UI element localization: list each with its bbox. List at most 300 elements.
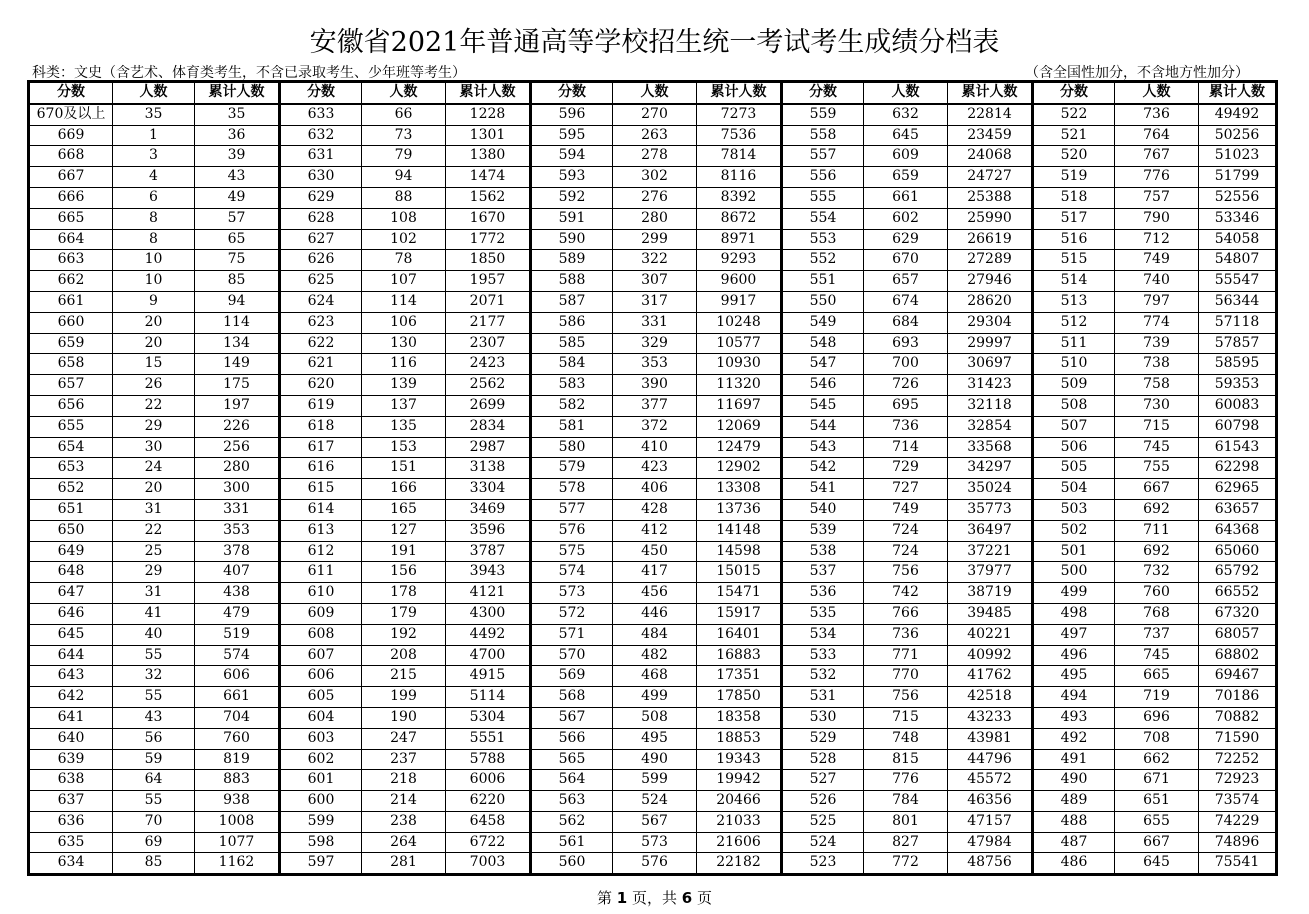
table-cell: 276 xyxy=(613,187,697,208)
table-cell: 770 xyxy=(864,666,948,687)
table-cell: 665 xyxy=(1115,666,1199,687)
table-cell: 25388 xyxy=(948,187,1033,208)
table-cell: 102 xyxy=(362,229,446,250)
table-cell: 651 xyxy=(29,499,113,520)
column-header: 人数 xyxy=(613,82,697,104)
table-row xyxy=(29,624,1277,645)
table-cell: 197 xyxy=(195,395,280,416)
table-cell: 69 xyxy=(113,832,195,853)
table-cell: 736 xyxy=(1115,104,1199,125)
table-cell: 31 xyxy=(113,583,195,604)
table-cell: 557 xyxy=(782,146,864,167)
table-cell: 578 xyxy=(531,479,613,500)
table-cell: 727 xyxy=(864,479,948,500)
table-cell: 642 xyxy=(29,687,113,708)
table-cell: 8971 xyxy=(697,229,782,250)
table-cell: 73 xyxy=(362,125,446,146)
table-cell: 307 xyxy=(613,271,697,292)
table-cell: 53346 xyxy=(1199,208,1277,229)
table-cell: 55547 xyxy=(1199,271,1277,292)
table-cell: 29997 xyxy=(948,333,1033,354)
table-cell: 772 xyxy=(864,853,948,875)
table-cell: 32854 xyxy=(948,416,1033,437)
table-cell: 11697 xyxy=(697,395,782,416)
table-cell: 41 xyxy=(113,603,195,624)
table-cell: 40221 xyxy=(948,624,1033,645)
table-cell: 540 xyxy=(782,499,864,520)
table-cell: 33568 xyxy=(948,437,1033,458)
table-cell: 281 xyxy=(362,853,446,875)
table-cell: 412 xyxy=(613,520,697,541)
table-cell: 497 xyxy=(1033,624,1115,645)
table-cell: 479 xyxy=(195,603,280,624)
table-cell: 583 xyxy=(531,375,613,396)
table-cell: 660 xyxy=(29,312,113,333)
table-cell: 130 xyxy=(362,333,446,354)
score-distribution-table xyxy=(27,80,1278,876)
table-row xyxy=(29,687,1277,708)
page-title: 安徽省2021年普通高等学校招生统一考试考生成绩分档表 xyxy=(309,27,1000,58)
table-cell: 565 xyxy=(531,749,613,770)
table-cell: 5114 xyxy=(446,687,531,708)
table-cell: 549 xyxy=(782,312,864,333)
table-cell: 10248 xyxy=(697,312,782,333)
column-header: 累计人数 xyxy=(697,82,782,104)
column-header: 分数 xyxy=(531,82,613,104)
table-cell: 75541 xyxy=(1199,853,1277,875)
table-cell: 495 xyxy=(613,728,697,749)
table-cell: 607 xyxy=(280,645,362,666)
table-cell: 8672 xyxy=(697,208,782,229)
table-cell: 645 xyxy=(864,125,948,146)
table-cell: 598 xyxy=(280,832,362,853)
table-cell: 8 xyxy=(113,229,195,250)
table-cell: 139 xyxy=(362,375,446,396)
table-cell: 608 xyxy=(280,624,362,645)
table-cell: 643 xyxy=(29,666,113,687)
table-row xyxy=(29,458,1277,479)
table-cell: 2834 xyxy=(446,416,531,437)
bonus-note: （含全国性加分，不含地方性加分） xyxy=(1025,65,1249,81)
table-cell: 609 xyxy=(864,146,948,167)
table-cell: 603 xyxy=(280,728,362,749)
table-cell: 88 xyxy=(362,187,446,208)
table-cell: 16401 xyxy=(697,624,782,645)
table-cell: 22182 xyxy=(697,853,782,875)
table-cell: 68802 xyxy=(1199,645,1277,666)
table-cell: 627 xyxy=(280,229,362,250)
table-cell: 49492 xyxy=(1199,104,1277,125)
table-cell: 638 xyxy=(29,770,113,791)
table-cell: 619 xyxy=(280,395,362,416)
table-cell: 6006 xyxy=(446,770,531,791)
table-cell: 646 xyxy=(29,603,113,624)
column-header: 分数 xyxy=(280,82,362,104)
table-cell: 766 xyxy=(864,603,948,624)
table-cell: 28620 xyxy=(948,291,1033,312)
table-cell: 59353 xyxy=(1199,375,1277,396)
table-cell: 55 xyxy=(113,687,195,708)
table-cell: 594 xyxy=(531,146,613,167)
table-cell: 40 xyxy=(113,624,195,645)
column-header: 累计人数 xyxy=(195,82,280,104)
table-cell: 57118 xyxy=(1199,312,1277,333)
table-cell: 634 xyxy=(29,853,113,875)
table-cell: 47984 xyxy=(948,832,1033,853)
table-row xyxy=(29,541,1277,562)
table-cell: 137 xyxy=(362,395,446,416)
table-cell: 302 xyxy=(613,167,697,188)
table-cell: 661 xyxy=(29,291,113,312)
table-cell: 661 xyxy=(864,187,948,208)
table-cell: 567 xyxy=(613,811,697,832)
table-cell: 353 xyxy=(195,520,280,541)
table-cell: 484 xyxy=(613,624,697,645)
table-cell: 20 xyxy=(113,312,195,333)
table-cell: 247 xyxy=(362,728,446,749)
table-cell: 2071 xyxy=(446,291,531,312)
table-cell: 544 xyxy=(782,416,864,437)
table-cell: 542 xyxy=(782,458,864,479)
table-cell: 489 xyxy=(1033,791,1115,812)
table-cell: 639 xyxy=(29,749,113,770)
table-cell: 645 xyxy=(29,624,113,645)
table-cell: 499 xyxy=(613,687,697,708)
table-cell: 41762 xyxy=(948,666,1033,687)
table-cell: 537 xyxy=(782,562,864,583)
table-cell: 377 xyxy=(613,395,697,416)
table-cell: 7003 xyxy=(446,853,531,875)
table-cell: 66 xyxy=(362,104,446,125)
table-cell: 36 xyxy=(195,125,280,146)
table-cell: 659 xyxy=(864,167,948,188)
table-cell: 756 xyxy=(864,687,948,708)
table-cell: 45572 xyxy=(948,770,1033,791)
table-cell: 665 xyxy=(29,208,113,229)
table-row xyxy=(29,416,1277,437)
table-cell: 26619 xyxy=(948,229,1033,250)
table-cell: 270 xyxy=(613,104,697,125)
table-cell: 729 xyxy=(864,458,948,479)
table-row xyxy=(29,437,1277,458)
table-row xyxy=(29,229,1277,250)
table-cell: 65 xyxy=(195,229,280,250)
table-row xyxy=(29,603,1277,624)
table-cell: 492 xyxy=(1033,728,1115,749)
table-cell: 3 xyxy=(113,146,195,167)
table-cell: 635 xyxy=(29,832,113,853)
table-cell: 51799 xyxy=(1199,167,1277,188)
table-cell: 556 xyxy=(782,167,864,188)
table-cell: 591 xyxy=(531,208,613,229)
table-row xyxy=(29,562,1277,583)
table-cell: 637 xyxy=(29,791,113,812)
table-cell: 1850 xyxy=(446,250,531,271)
table-row xyxy=(29,666,1277,687)
table-cell: 490 xyxy=(1033,770,1115,791)
table-cell: 70186 xyxy=(1199,687,1277,708)
table-cell: 40992 xyxy=(948,645,1033,666)
table-cell: 509 xyxy=(1033,375,1115,396)
table-cell: 506 xyxy=(1033,437,1115,458)
table-cell: 655 xyxy=(1115,811,1199,832)
table-cell: 657 xyxy=(864,271,948,292)
column-header: 分数 xyxy=(29,82,113,104)
table-cell: 3787 xyxy=(446,541,531,562)
table-cell: 73574 xyxy=(1199,791,1277,812)
table-cell: 16883 xyxy=(697,645,782,666)
table-cell: 714 xyxy=(864,437,948,458)
table-cell: 278 xyxy=(613,146,697,167)
table-cell: 609 xyxy=(280,603,362,624)
table-cell: 5788 xyxy=(446,749,531,770)
table-cell: 331 xyxy=(613,312,697,333)
table-row xyxy=(29,250,1277,271)
table-cell: 199 xyxy=(362,687,446,708)
table-cell: 94 xyxy=(362,167,446,188)
table-cell: 1380 xyxy=(446,146,531,167)
table-cell: 3943 xyxy=(446,562,531,583)
table-cell: 550 xyxy=(782,291,864,312)
table-cell: 85 xyxy=(195,271,280,292)
table-cell: 149 xyxy=(195,354,280,375)
category-note: 科类：文史（含艺术、体育类考生，不含已录取考生、少年班等考生） xyxy=(32,65,466,81)
table-cell: 20466 xyxy=(697,791,782,812)
table-cell: 692 xyxy=(1115,499,1199,520)
table-cell: 655 xyxy=(29,416,113,437)
table-cell: 263 xyxy=(613,125,697,146)
table-cell: 329 xyxy=(613,333,697,354)
table-cell: 390 xyxy=(613,375,697,396)
table-cell: 740 xyxy=(1115,271,1199,292)
table-row xyxy=(29,479,1277,500)
table-cell: 8 xyxy=(113,208,195,229)
table-cell: 704 xyxy=(195,707,280,728)
table-cell: 42518 xyxy=(948,687,1033,708)
table-cell: 11320 xyxy=(697,375,782,396)
table-cell: 657 xyxy=(29,375,113,396)
table-cell: 215 xyxy=(362,666,446,687)
table-cell: 55 xyxy=(113,645,195,666)
table-row xyxy=(29,520,1277,541)
table-cell: 280 xyxy=(195,458,280,479)
table-cell: 191 xyxy=(362,541,446,562)
table-cell: 353 xyxy=(613,354,697,375)
table-cell: 597 xyxy=(280,853,362,875)
table-row xyxy=(29,791,1277,812)
table-cell: 14598 xyxy=(697,541,782,562)
table-cell: 620 xyxy=(280,375,362,396)
table-cell: 662 xyxy=(1115,749,1199,770)
column-header: 分数 xyxy=(782,82,864,104)
table-cell: 4121 xyxy=(446,583,531,604)
table-cell: 630 xyxy=(280,167,362,188)
table-cell: 551 xyxy=(782,271,864,292)
table-cell: 54807 xyxy=(1199,250,1277,271)
table-row xyxy=(29,333,1277,354)
table-cell: 67320 xyxy=(1199,603,1277,624)
table-cell: 566 xyxy=(531,728,613,749)
table-cell: 39485 xyxy=(948,603,1033,624)
table-cell: 69467 xyxy=(1199,666,1277,687)
table-cell: 605 xyxy=(280,687,362,708)
table-row xyxy=(29,770,1277,791)
table-row xyxy=(29,749,1277,770)
table-cell: 500 xyxy=(1033,562,1115,583)
table-row xyxy=(29,146,1277,167)
table-body xyxy=(29,104,1277,875)
table-cell: 6458 xyxy=(446,811,531,832)
table-cell: 501 xyxy=(1033,541,1115,562)
table-row xyxy=(29,499,1277,520)
table-cell: 724 xyxy=(864,541,948,562)
table-cell: 625 xyxy=(280,271,362,292)
table-cell: 10577 xyxy=(697,333,782,354)
table-cell: 64368 xyxy=(1199,520,1277,541)
table-cell: 5551 xyxy=(446,728,531,749)
table-cell: 515 xyxy=(1033,250,1115,271)
table-cell: 545 xyxy=(782,395,864,416)
table-cell: 226 xyxy=(195,416,280,437)
table-cell: 756 xyxy=(864,562,948,583)
table-cell: 742 xyxy=(864,583,948,604)
table-cell: 502 xyxy=(1033,520,1115,541)
table-cell: 71590 xyxy=(1199,728,1277,749)
table-cell: 664 xyxy=(29,229,113,250)
table-cell: 21033 xyxy=(697,811,782,832)
table-cell: 708 xyxy=(1115,728,1199,749)
table-cell: 797 xyxy=(1115,291,1199,312)
table-cell: 653 xyxy=(29,458,113,479)
table-cell: 299 xyxy=(613,229,697,250)
table-cell: 1474 xyxy=(446,167,531,188)
table-row xyxy=(29,395,1277,416)
table-cell: 43 xyxy=(113,707,195,728)
table-cell: 22 xyxy=(113,520,195,541)
table-cell: 39 xyxy=(195,146,280,167)
table-cell: 644 xyxy=(29,645,113,666)
table-cell: 561 xyxy=(531,832,613,853)
table-cell: 523 xyxy=(782,853,864,875)
table-cell: 670 xyxy=(864,250,948,271)
score-table-container xyxy=(27,80,1275,876)
table-cell: 576 xyxy=(531,520,613,541)
table-cell: 641 xyxy=(29,707,113,728)
table-cell: 3304 xyxy=(446,479,531,500)
table-cell: 6 xyxy=(113,187,195,208)
column-header: 累计人数 xyxy=(948,82,1033,104)
table-cell: 46356 xyxy=(948,791,1033,812)
footer-middle: 页，共 xyxy=(631,889,677,907)
table-cell: 10930 xyxy=(697,354,782,375)
table-cell: 617 xyxy=(280,437,362,458)
table-cell: 1301 xyxy=(446,125,531,146)
table-cell: 6722 xyxy=(446,832,531,853)
table-cell: 64 xyxy=(113,770,195,791)
table-cell: 72923 xyxy=(1199,770,1277,791)
table-cell: 692 xyxy=(1115,541,1199,562)
table-row xyxy=(29,291,1277,312)
table-row xyxy=(29,707,1277,728)
table-cell: 18853 xyxy=(697,728,782,749)
table-cell: 528 xyxy=(782,749,864,770)
table-cell: 612 xyxy=(280,541,362,562)
table-cell: 771 xyxy=(864,645,948,666)
table-cell: 666 xyxy=(29,187,113,208)
table-cell: 175 xyxy=(195,375,280,396)
table-cell: 21606 xyxy=(697,832,782,853)
table-cell: 24727 xyxy=(948,167,1033,188)
table-cell: 1957 xyxy=(446,271,531,292)
table-cell: 48756 xyxy=(948,853,1033,875)
table-cell: 508 xyxy=(613,707,697,728)
table-cell: 592 xyxy=(531,187,613,208)
table-row xyxy=(29,811,1277,832)
table-cell: 658 xyxy=(29,354,113,375)
table-cell: 78 xyxy=(362,250,446,271)
table-cell: 57 xyxy=(195,208,280,229)
table-cell: 629 xyxy=(864,229,948,250)
table-cell: 621 xyxy=(280,354,362,375)
table-cell: 543 xyxy=(782,437,864,458)
table-cell: 530 xyxy=(782,707,864,728)
table-cell: 606 xyxy=(195,666,280,687)
table-cell: 596 xyxy=(531,104,613,125)
table-cell: 1 xyxy=(113,125,195,146)
table-cell: 30697 xyxy=(948,354,1033,375)
table-cell: 8116 xyxy=(697,167,782,188)
column-header: 人数 xyxy=(113,82,195,104)
table-cell: 65060 xyxy=(1199,541,1277,562)
table-cell: 3596 xyxy=(446,520,531,541)
table-cell: 406 xyxy=(613,479,697,500)
table-cell: 553 xyxy=(782,229,864,250)
column-header: 分数 xyxy=(1033,82,1115,104)
table-cell: 581 xyxy=(531,416,613,437)
table-cell: 790 xyxy=(1115,208,1199,229)
table-cell: 31 xyxy=(113,499,195,520)
table-cell: 15 xyxy=(113,354,195,375)
table-cell: 15917 xyxy=(697,603,782,624)
table-cell: 579 xyxy=(531,458,613,479)
table-cell: 22 xyxy=(113,395,195,416)
column-header: 累计人数 xyxy=(1199,82,1277,104)
table-cell: 631 xyxy=(280,146,362,167)
table-cell: 13308 xyxy=(697,479,782,500)
table-cell: 648 xyxy=(29,562,113,583)
table-cell: 36497 xyxy=(948,520,1033,541)
table-cell: 264 xyxy=(362,832,446,853)
table-cell: 55 xyxy=(113,791,195,812)
table-cell: 498 xyxy=(1033,603,1115,624)
table-cell: 32118 xyxy=(948,395,1033,416)
table-cell: 493 xyxy=(1033,707,1115,728)
table-cell: 19343 xyxy=(697,749,782,770)
table-cell: 732 xyxy=(1115,562,1199,583)
table-cell: 667 xyxy=(1115,832,1199,853)
table-cell: 43 xyxy=(195,167,280,188)
table-cell: 25 xyxy=(113,541,195,562)
table-cell: 2699 xyxy=(446,395,531,416)
column-header: 人数 xyxy=(864,82,948,104)
table-cell: 166 xyxy=(362,479,446,500)
table-cell: 562 xyxy=(531,811,613,832)
table-cell: 486 xyxy=(1033,853,1115,875)
table-cell: 372 xyxy=(613,416,697,437)
table-cell: 85 xyxy=(113,853,195,875)
table-cell: 2562 xyxy=(446,375,531,396)
table-cell: 12479 xyxy=(697,437,782,458)
